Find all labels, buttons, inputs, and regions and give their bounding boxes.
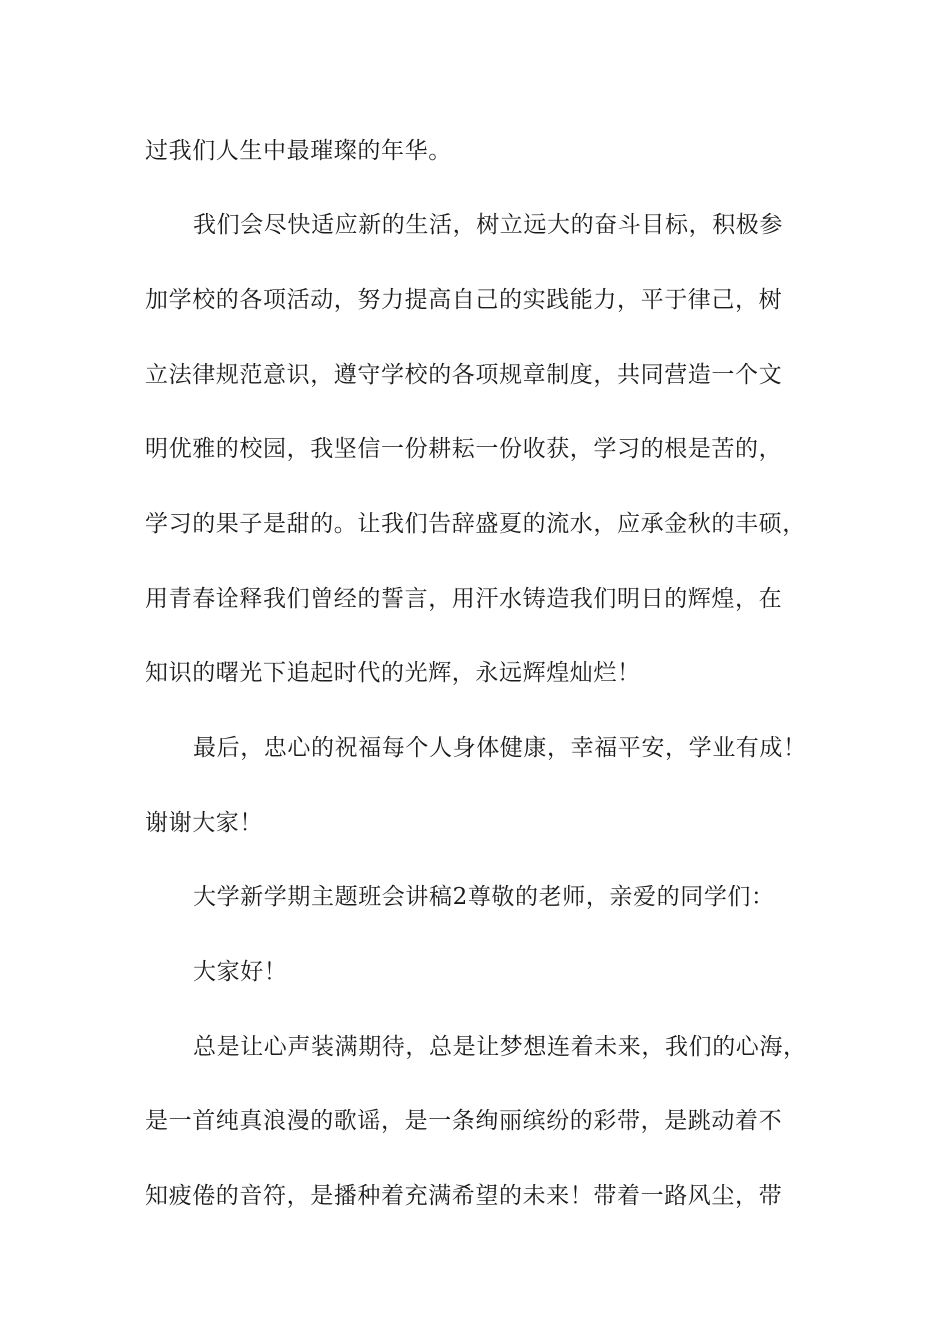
paragraph-start-line: 最后，忠心的祝福每个人身体健康，幸福平安，学业有成！ bbox=[193, 735, 807, 761]
text-line: 加学校的各项活动，努力提高自己的实践能力，平于律己，树 bbox=[145, 287, 783, 313]
text-line: 是一首纯真浪漫的歌谣，是一条绚丽缤纷的彩带，是跳动着不 bbox=[145, 1108, 783, 1134]
paragraph-start-line: 大学新学期主题班会讲稿2尊敬的老师，亲爱的同学们： bbox=[193, 884, 775, 910]
paragraph-start-line: 我们会尽快适应新的生活，树立远大的奋斗目标，积极参 bbox=[193, 212, 783, 238]
text-line: 谢谢大家！ bbox=[145, 810, 263, 836]
text-line: 知疲倦的音符，是播种着充满希望的未来！带着一路风尘，带 bbox=[145, 1183, 783, 1209]
text-line: 用青春诠释我们曾经的誓言，用汗水铸造我们明日的辉煌，在 bbox=[145, 586, 783, 612]
paragraph-start-line: 大家好！ bbox=[193, 959, 288, 985]
text-line: 学习的果子是甜的。让我们告辞盛夏的流水，应承金秋的丰硕， bbox=[145, 511, 806, 537]
text-line: 过我们人生中最璀璨的年华。 bbox=[145, 138, 452, 164]
text-line: 知识的曙光下追起时代的光辉，永远辉煌灿烂！ bbox=[145, 660, 641, 686]
paragraph-start-line: 总是让心声装满期待，总是让梦想连着未来，我们的心海， bbox=[193, 1034, 807, 1060]
text-line: 立法律规范意识，遵守学校的各项规章制度，共同营造一个文 bbox=[145, 362, 783, 388]
text-line: 明优雅的校园，我坚信一份耕耘一份收获，学习的根是苦的， bbox=[145, 436, 783, 462]
